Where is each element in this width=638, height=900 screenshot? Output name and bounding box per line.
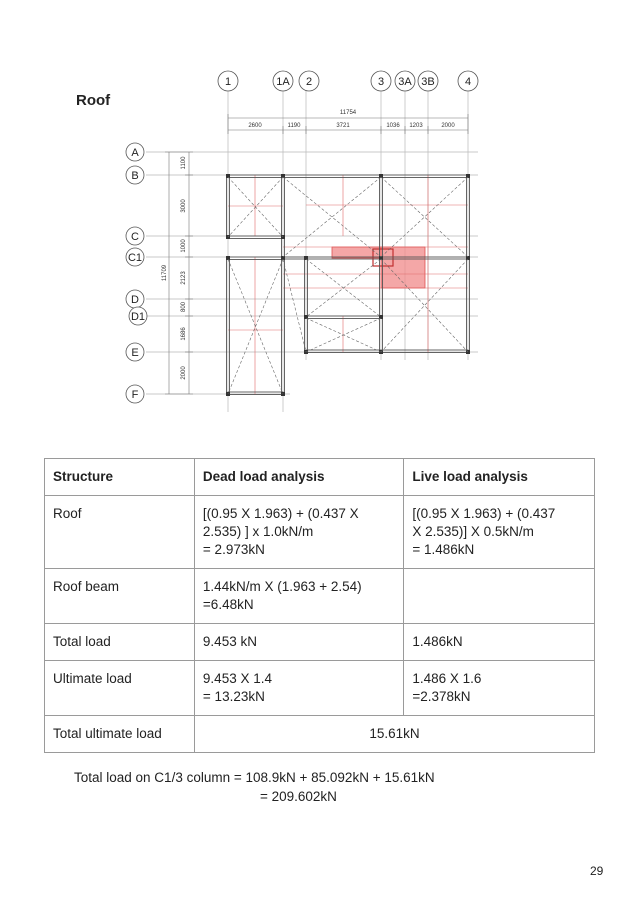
row-label: Roof bbox=[45, 496, 195, 569]
total-load-summary bbox=[74, 768, 435, 806]
grid-bubble-3a: 3A bbox=[398, 76, 412, 88]
dim-1a-2: 1190 bbox=[287, 123, 301, 129]
dim-d1-e: 1686 bbox=[181, 327, 187, 341]
grid-bubble-3: 3 bbox=[377, 76, 385, 88]
dim-1-1a: 2600 bbox=[248, 123, 262, 129]
grid-bubble-1a: 1A bbox=[276, 76, 290, 88]
table-row bbox=[45, 661, 595, 716]
grid-bubble-1: 1 bbox=[224, 76, 232, 88]
dim-2-3: 3721 bbox=[336, 123, 350, 129]
page-title: Roof bbox=[76, 92, 111, 109]
header-structure: Structure bbox=[45, 459, 195, 496]
table-row bbox=[45, 716, 595, 753]
table-row bbox=[45, 569, 595, 624]
dim-3a-3b: 1203 bbox=[409, 123, 423, 129]
dead-load-cell: 9.453 kN bbox=[194, 624, 403, 661]
live-load-cell: 1.486 X 1.6 =2.378kN bbox=[404, 661, 595, 716]
dim-e-f: 2000 bbox=[181, 366, 187, 380]
overall-height-dim: 11709 bbox=[162, 264, 168, 282]
grid-bubble-b: B bbox=[131, 170, 139, 182]
grid-bubble-d: D bbox=[131, 294, 139, 306]
table-header-row bbox=[45, 459, 595, 496]
page-number: 29 bbox=[590, 864, 604, 878]
row-label: Total ultimate load bbox=[45, 716, 195, 753]
dim-a-b: 1100 bbox=[181, 156, 187, 170]
dead-load-cell: [(0.95 X 1.963) + (0.437 X 2.535) ] x 1.0kN/m = 2.973kN bbox=[194, 496, 403, 569]
live-load-cell bbox=[404, 569, 595, 624]
grid-bubble-4: 4 bbox=[464, 76, 472, 88]
total-ultimate-value: 15.61kN bbox=[194, 716, 594, 753]
dead-load-cell: 1.44kN/m X (1.963 + 2.54) =6.48kN bbox=[194, 569, 403, 624]
load-analysis-table bbox=[44, 458, 595, 753]
roof-framing-plan bbox=[0, 0, 638, 440]
dim-b-c: 3000 bbox=[181, 199, 187, 213]
dim-3-3a: 1036 bbox=[386, 123, 400, 129]
header-dead-load: Dead load analysis bbox=[194, 459, 403, 496]
dim-c-c1: 1000 bbox=[181, 239, 187, 253]
live-load-cell: 1.486kN bbox=[404, 624, 595, 661]
live-load-cell: [(0.95 X 1.963) + (0.437 X 2.535)] X 0.5kN/m = 1.486kN bbox=[404, 496, 595, 569]
dim-c1-d: 2123 bbox=[181, 271, 187, 285]
dim-3b-4: 2000 bbox=[441, 123, 455, 129]
total-load-line: Total load on C1/3 column = 108.9kN + 85.092kN + 15.61kN bbox=[74, 770, 435, 785]
grid-bubble-e: E bbox=[131, 347, 139, 359]
total-load-result: = 209.602kN bbox=[260, 789, 337, 804]
grid-bubble-3b: 3B bbox=[421, 76, 435, 88]
header-live-load: Live load analysis bbox=[404, 459, 595, 496]
dead-load-cell: 9.453 X 1.4 = 13.23kN bbox=[194, 661, 403, 716]
grid-bubble-2: 2 bbox=[305, 76, 313, 88]
grid-bubble-a: A bbox=[131, 147, 139, 159]
grid-bubble-c: C bbox=[131, 231, 139, 243]
dim-d-d1: 800 bbox=[181, 301, 187, 313]
grid-bubble-d1: D1 bbox=[130, 311, 146, 323]
grid-bubble-f: F bbox=[131, 389, 139, 401]
grid-bubble-c1: C1 bbox=[127, 252, 143, 264]
table-row bbox=[45, 496, 595, 569]
row-label: Roof beam bbox=[45, 569, 195, 624]
overall-width-dim: 11754 bbox=[339, 110, 357, 116]
row-label: Total load bbox=[45, 624, 195, 661]
table-row bbox=[45, 624, 595, 661]
row-label: Ultimate load bbox=[45, 661, 195, 716]
